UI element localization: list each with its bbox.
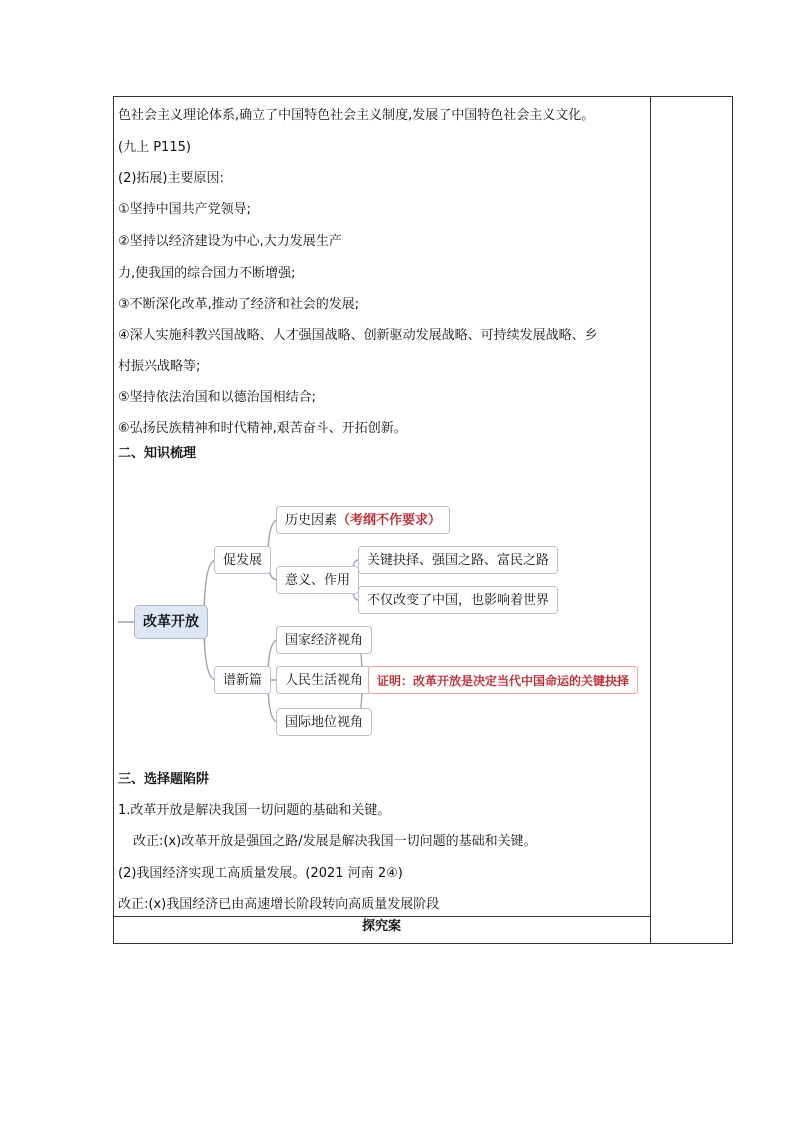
text-line-2: (九上 P115) <box>118 140 191 155</box>
mindmap-proof: 证明：改革开放是决定当代中国命运的关键抉择 <box>368 666 638 694</box>
question-1-correction: 改正:(x)改革开放是强国之路/发展是解决我国一切问题的基础和关键。 <box>133 834 537 849</box>
text-line-7: ③不断深化改革,推动了经济和社会的发展; <box>118 297 360 312</box>
question-1: 1.改革开放是解决我国一切问题的基础和关键。 <box>118 803 391 818</box>
text-line-11: ⑥弘扬民族精神和时代精神,艰苦奋斗、开拓创新。 <box>118 421 407 436</box>
mindmap-root: 改革开放 <box>134 605 208 639</box>
mindmap-view-international: 国际地位视角 <box>276 708 372 736</box>
column-divider <box>650 96 651 944</box>
question-2: (2)我国经济实现工高质量发展。(2021 河南 2④) <box>118 866 403 881</box>
section-heading-knowledge: 二、知识梳理 <box>118 446 197 461</box>
mindmap-meaning: 意义、作用 <box>276 566 359 594</box>
text-line-10: ⑤坚持依法治国和以德治国相结合; <box>118 390 317 405</box>
text-line-1: 色社会主义理论体系,确立了中国特色社会主义制度,发展了中国特色社会主义文化。 <box>118 108 595 123</box>
question-2-correction: 改正:(x)我国经济已由高速增长阶段转向高质量发展阶段 <box>118 897 440 912</box>
mindmap-history-label: 历史因素 <box>285 513 338 528</box>
mind-map <box>118 490 638 750</box>
mindmap-view-economy: 国家经济视角 <box>276 626 372 654</box>
section-heading-traps: 三、选择题陷阱 <box>118 772 210 787</box>
section-footer-inquiry: 探究案 <box>361 919 401 934</box>
mindmap-history-note: （考纲不作要求） <box>337 513 442 528</box>
text-line-9: 村振兴战略等; <box>118 359 201 374</box>
mindmap-history <box>276 506 450 534</box>
text-line-8: ④深人实施科教兴国战略、人才强国战略、创新驱动发展战略、可持续发展战略、乡 <box>118 328 598 343</box>
mindmap-meaning-1: 关键抉择、强国之路、富民之路 <box>358 546 558 574</box>
text-line-3: (2)拓展)主要原因: <box>118 171 224 186</box>
mindmap-meaning-2: 不仅改变了中国，也影响着世界 <box>358 586 558 614</box>
text-line-5: ②坚持以经济建设为中心,大力发展生产 <box>118 234 342 249</box>
mindmap-branch-develop: 促发展 <box>214 546 271 574</box>
mindmap-branch-new-chapter: 谱新篇 <box>214 666 271 694</box>
text-line-6: 力,使我国的综合国力不断增强; <box>118 266 296 281</box>
text-line-4: ①坚持中国共产党领导; <box>118 202 252 217</box>
mindmap-view-people: 人民生活视角 <box>276 666 372 694</box>
